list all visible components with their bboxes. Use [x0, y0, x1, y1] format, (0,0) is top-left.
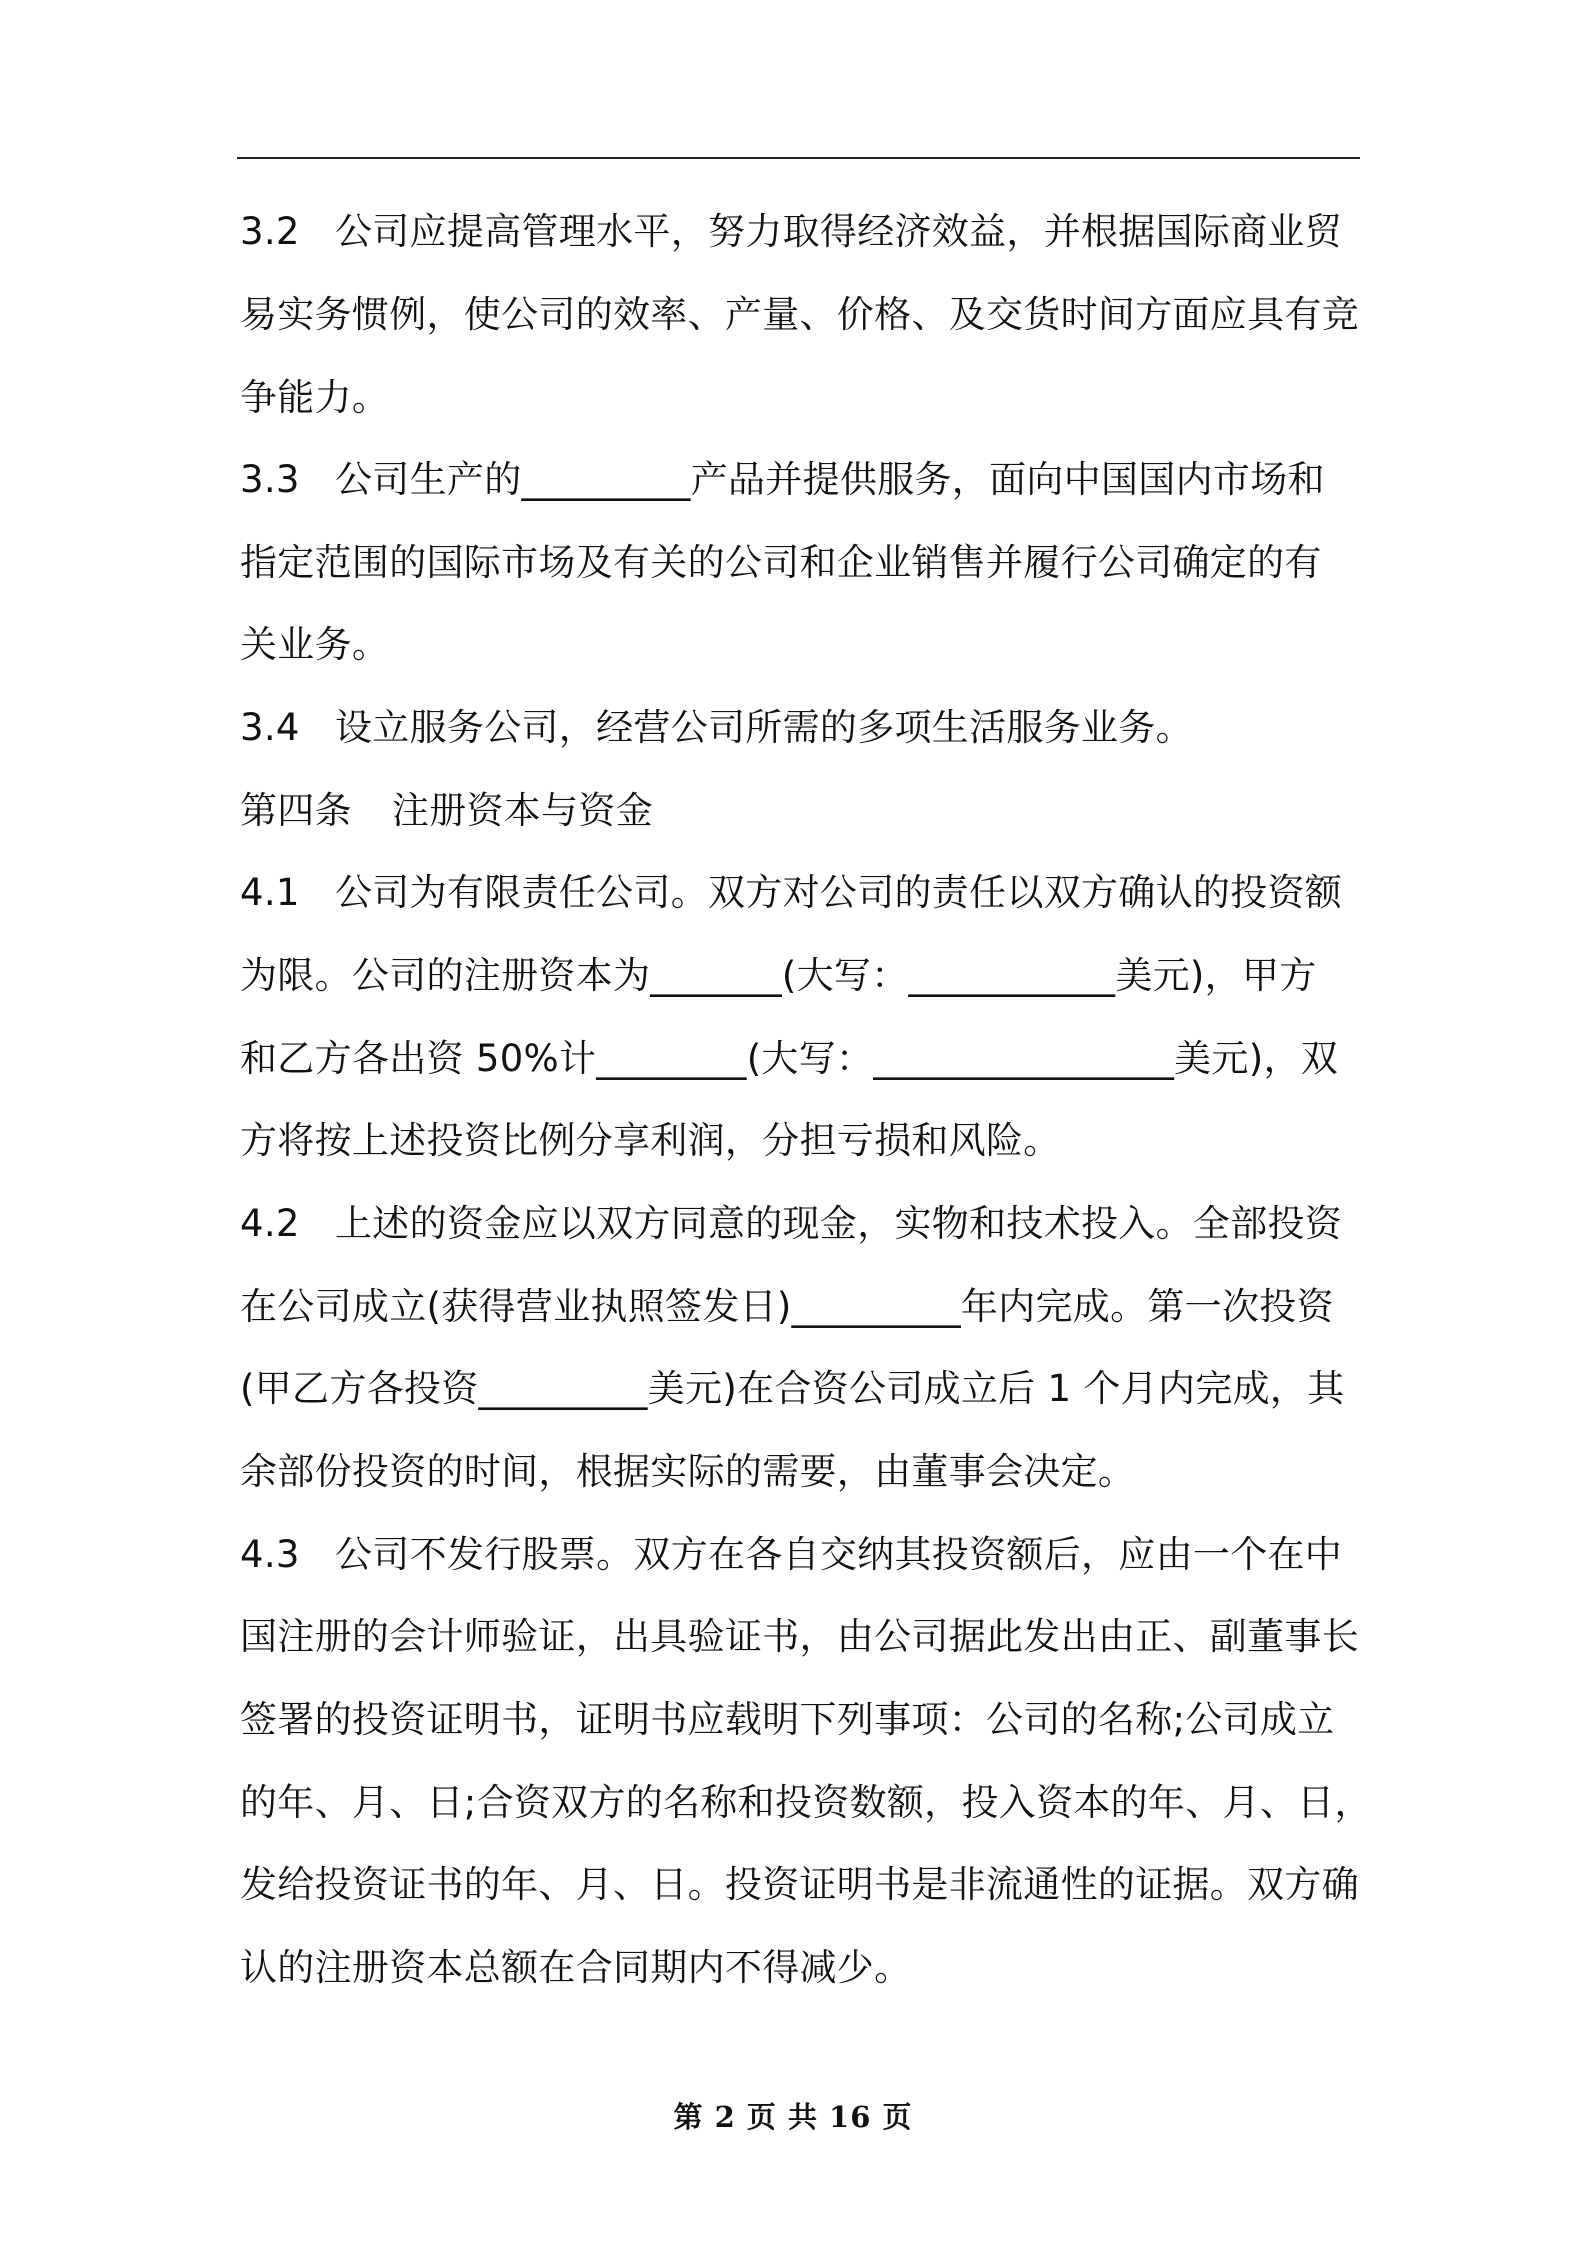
clause-text: 公司不发行股票。双方在各自交纳其投资额后，应由一个在中 — [335, 1533, 1343, 1576]
clause-text: 和乙方各出资 50%计________(大写：________________美元)，双 — [240, 1037, 1339, 1080]
clause-number: 4.2 — [240, 1202, 300, 1245]
clause-number: 3.3 — [240, 458, 300, 501]
clause-number: 4.3 — [240, 1533, 300, 1576]
clause-3-2-line-2 — [240, 293, 1359, 337]
clause-text: 公司应提高管理水平，努力取得经济效益，并根据国际商业贸 — [335, 210, 1343, 253]
clause-3-2-line-1 — [240, 210, 1342, 254]
clause-text: 指定范围的国际市场及有关的公司和企业销售并履行公司确定的有 — [240, 541, 1322, 584]
clause-text: 设立服务公司，经营公司所需的多项生活服务业务。 — [335, 706, 1193, 749]
header-divider — [237, 157, 1360, 159]
clause-text: 的年、月、日;合资双方的名称和投资数额，投入资本的年、月、日， — [240, 1781, 1372, 1824]
clause-4-3-line-2 — [240, 1615, 1359, 1659]
clause-4-3-line-3 — [240, 1698, 1334, 1742]
clause-4-2-line-4 — [240, 1450, 1135, 1494]
clause-text: 争能力。 — [240, 376, 390, 419]
clause-text: 认的注册资本总额在合同期内不得减少。 — [240, 1946, 912, 1989]
clause-text: 公司生产的_________产品并提供服务，面向中国国内市场和 — [335, 458, 1325, 501]
article-title: 注册资本与资金 — [391, 789, 654, 832]
clause-text: 签署的投资证明书，证明书应载明下列事项：公司的名称;公司成立 — [240, 1698, 1335, 1741]
clause-text: (甲乙方各投资_________美元)在合资公司成立后 1 个月内完成，其 — [240, 1367, 1345, 1410]
article-4-heading — [240, 789, 653, 833]
clause-text: 在公司成立(获得营业执照签发日)_________年内完成。第一次投资 — [240, 1285, 1334, 1328]
clause-4-2-line-2 — [240, 1285, 1334, 1329]
clause-text: 为限。公司的注册资本为_______(大写：___________美元)，甲方 — [240, 954, 1317, 997]
clause-number: 3.2 — [240, 210, 300, 253]
clause-3-2-line-3 — [240, 376, 389, 420]
clause-4-1-line-1 — [240, 871, 1342, 915]
clause-number: 3.4 — [240, 706, 300, 749]
clause-text: 上述的资金应以双方同意的现金，实物和技术投入。全部投资 — [335, 1202, 1343, 1245]
clause-4-3-line-6 — [240, 1946, 911, 1990]
clause-4-3-line-5 — [240, 1863, 1359, 1907]
clause-4-2-line-1 — [240, 1202, 1342, 1246]
clause-text: 关业务。 — [240, 623, 390, 666]
clause-text: 方将按上述投资比例分享利润，分担亏损和风险。 — [240, 1119, 1061, 1162]
article-label: 第四条 — [240, 789, 352, 832]
page-number-footer: 第 2 页 共 16 页 — [673, 2100, 913, 2134]
clause-3-3-line-2 — [240, 541, 1322, 585]
clause-4-2-line-3 — [240, 1367, 1345, 1411]
clause-4-1-line-2 — [240, 954, 1317, 998]
clause-text: 易实务惯例，使公司的效率、产量、价格、及交货时间方面应具有竞 — [240, 293, 1359, 336]
clause-text: 国注册的会计师验证，出具验证书，由公司据此发出由正、副董事长 — [240, 1615, 1359, 1658]
clause-4-3-line-4 — [240, 1781, 1372, 1825]
clause-3-3-line-1 — [240, 458, 1325, 502]
clause-3-3-line-3 — [240, 623, 389, 667]
clause-number: 4.1 — [240, 871, 300, 914]
clause-4-1-line-3 — [240, 1037, 1338, 1081]
clause-4-3-line-1 — [240, 1533, 1342, 1577]
clause-text: 余部份投资的时间，根据实际的需要，由董事会决定。 — [240, 1450, 1136, 1493]
clause-3-4-line-1 — [240, 706, 1193, 750]
clause-text: 公司为有限责任公司。双方对公司的责任以双方确认的投资额 — [335, 871, 1343, 914]
clause-text: 发给投资证书的年、月、日。投资证明书是非流通性的证据。双方确 — [240, 1863, 1359, 1906]
clause-4-1-line-4 — [240, 1119, 1061, 1163]
